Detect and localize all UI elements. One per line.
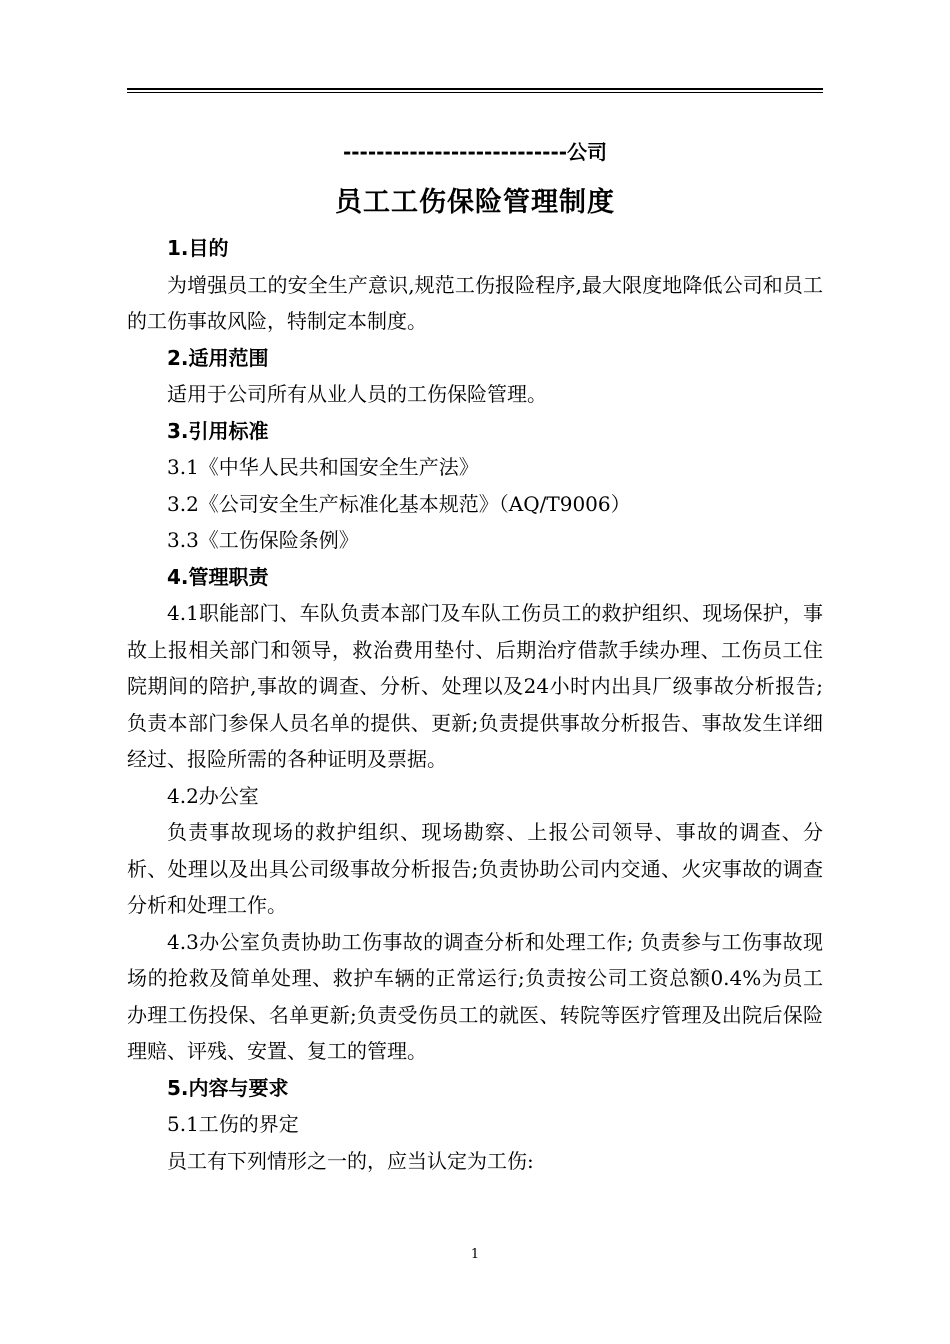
section-1-paragraph: 为增强员工的安全生产意识,规范工伤报险程序,最大限度地降低公司和员工的工伤事故风险，特制定本制度。 <box>127 272 823 333</box>
page-number: 1 <box>470 1247 480 1262</box>
section-1-heading: 1.目的 <box>167 236 229 260</box>
standard-item: 3.1《中华人民共和国安全生产法》 <box>167 455 479 479</box>
section-4-1-paragraph: 4.1职能部门、车队负责本部门及车队工伤员工的救护组织、现场保护，事故上报相关部门和领导，救治费用垫付、后期治疗借款手续办理、工伤员工住院期间的陪护,事故的调查、分析、处理以及24小时内出具厂级事故分析报告;负责本部门参保人员名单的提供、更新;负责提供事故分析报告、事故发生详细经过、报险所需的各种证明及票据。 <box>127 601 823 771</box>
header-rule-thin <box>127 92 823 93</box>
section-4-2-paragraph: 负责事故现场的救护组织、现场勘察、上报公司领导、事故的调查、分析、处理以及出具公司级事故分析报告;负责协助公司内交通、火灾事故的调查分析和处理工作。 <box>127 820 823 917</box>
section-2-paragraph: 适用于公司所有从业人员的工伤保险管理。 <box>167 382 547 406</box>
company-line: ---------------------------公司 <box>342 140 608 164</box>
section-2-heading: 2.适用范围 <box>167 345 269 370</box>
section-3-heading: 3.引用标准 <box>167 418 269 443</box>
section-5-heading: 5.内容与要求 <box>167 1075 289 1100</box>
standard-item: 3.2《公司安全生产标准化基本规范》（AQ/T9006） <box>167 491 631 516</box>
section-4-heading: 4.管理职责 <box>167 564 269 589</box>
section-5-1-title: 5.1工伤的界定 <box>167 1112 299 1136</box>
document-body <box>127 230 823 1179</box>
document-title: 员工工伤保险管理制度 <box>335 187 615 218</box>
section-4-2-title: 4.2办公室 <box>167 783 259 808</box>
section-5-1-paragraph: 员工有下列情形之一的，应当认定为工伤: <box>167 1148 534 1173</box>
standard-item: 3.3《工伤保险条例》 <box>167 528 359 552</box>
header-rule-thick <box>127 88 823 90</box>
section-4-3-paragraph: 4.3办公室负责协助工伤事故的调查分析和处理工作; 负责参与工伤事故现场的抢救及简单处理、救护车辆的正常运行;负责按公司工资总额0.4%为员工办理工伤投保、名单更新;负责受伤员工的就医、转院等医疗管理及出院后保险理赔、评残、安置、复工的管理。 <box>127 929 823 1063</box>
